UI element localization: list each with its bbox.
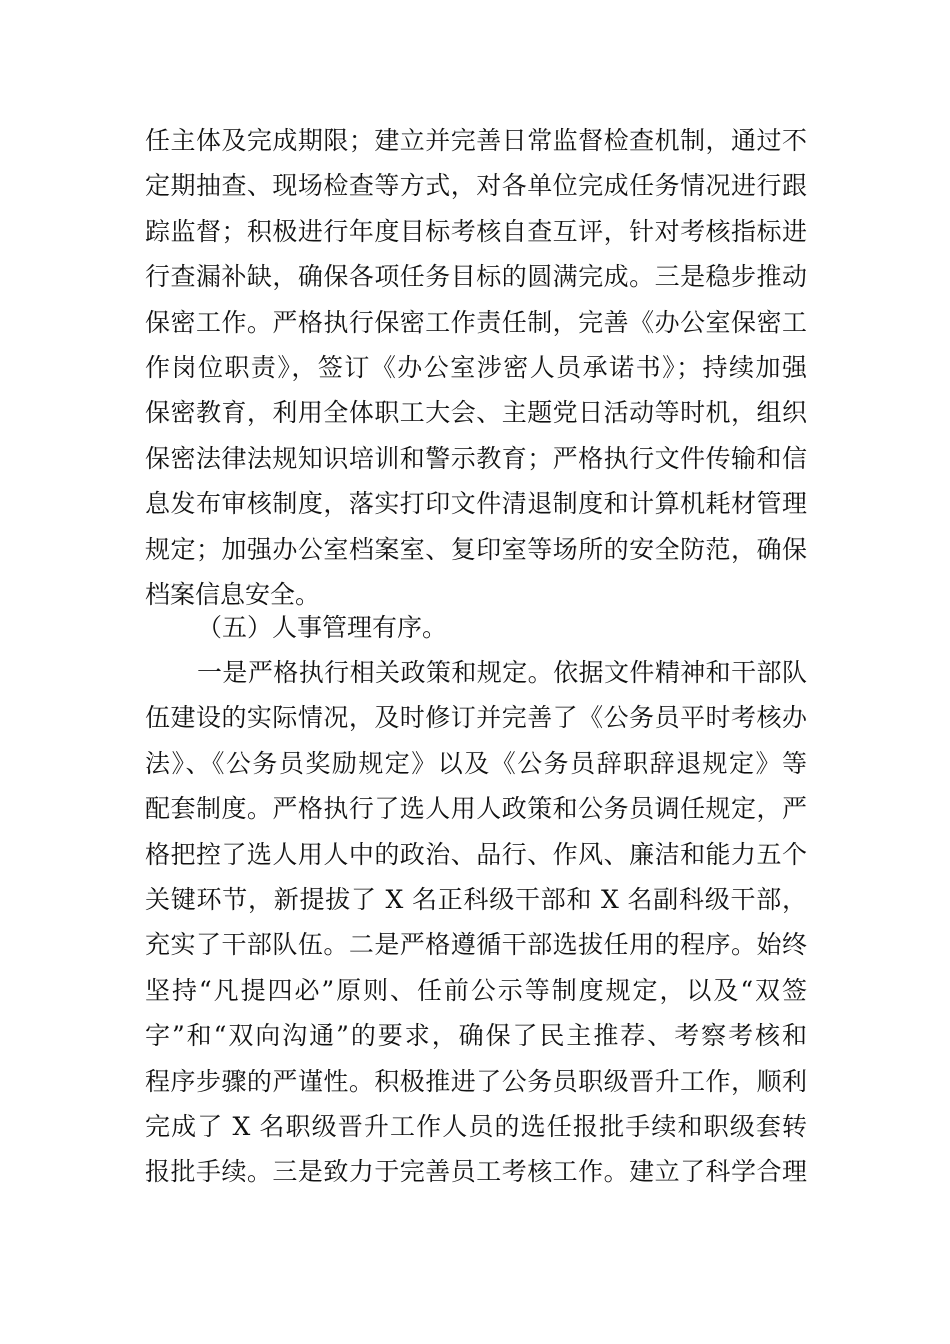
paragraph-line: 定期抽查、现场检查等方式，对各单位完成任务情况进行跟: [145, 171, 807, 201]
paragraph-line: 配套制度。严格执行了选人用人政策和公务员调任规定，严: [145, 794, 807, 824]
paragraph-line: 保密教育，利用全体职工大会、主题党日活动等时机，组织: [145, 398, 807, 428]
paragraph-line: 程序步骤的严谨性。积极推进了公务员职级晋升工作，顺利: [145, 1066, 807, 1096]
paragraph-line: 一是严格执行相关政策和规定。依据文件精神和干部队: [197, 658, 807, 687]
paragraph-1: [145, 118, 807, 617]
paragraph-line: 充实了干部队伍。二是严格遵循干部选拔任用的程序。始终: [145, 930, 807, 960]
paragraph-line: 档案信息安全。: [145, 579, 321, 609]
paragraph-line: 坚持“凡提四必”原则、任前公示等制度规定，以及“双签: [145, 975, 807, 1005]
paragraph-line: 字”和“双向沟通”的要求，确保了民主推荐、考察考核和: [145, 1021, 807, 1051]
paragraph-line: 伍建设的实际情况，及时修订并完善了《公务员平时考核办: [145, 703, 807, 733]
paragraph-line: 保密法律法规知识培训和警示教育；严格执行文件传输和信: [145, 443, 807, 473]
paragraph-line: 报批手续。三是致力于完善员工考核工作。建立了科学合理: [145, 1157, 807, 1187]
section-heading-block: [145, 605, 807, 650]
paragraph-line: 格把控了选人用人中的政治、品行、作风、廉洁和能力五个: [145, 839, 807, 869]
paragraph-line: 规定；加强办公室档案室、复印室等场所的安全防范，确保: [145, 534, 807, 564]
paragraph-line: 完成了 X 名职级晋升工作人员的选任报批手续和职级套转: [145, 1111, 807, 1141]
paragraph-line: 法》、《公务员奖励规定》以及《公务员辞职辞退规定》等: [145, 748, 807, 778]
paragraph-line: 任主体及完成期限；建立并完善日常监督检查机制，通过不: [145, 126, 807, 155]
paragraph-2: [145, 650, 807, 1195]
paragraph-line: 作岗位职责》，签订《办公室涉密人员承诺书》；持续加强: [145, 352, 807, 382]
paragraph-line: 踪监督；积极进行年度目标考核自查互评，针对考核指标进: [145, 216, 807, 246]
paragraph-line: 关键环节，新提拔了 X 名正科级干部和 X 名副科级干部，: [145, 884, 807, 914]
paragraph-line: 保密工作。严格执行保密工作责任制，完善《办公室保密工: [145, 307, 807, 337]
paragraph-line: 行查漏补缺，确保各项任务目标的圆满完成。三是稳步推动: [145, 262, 807, 292]
section-heading: （五）人事管理有序。: [197, 613, 448, 642]
paragraph-line: 息发布审核制度，落实打印文件清退制度和计算机耗材管理: [145, 489, 807, 519]
